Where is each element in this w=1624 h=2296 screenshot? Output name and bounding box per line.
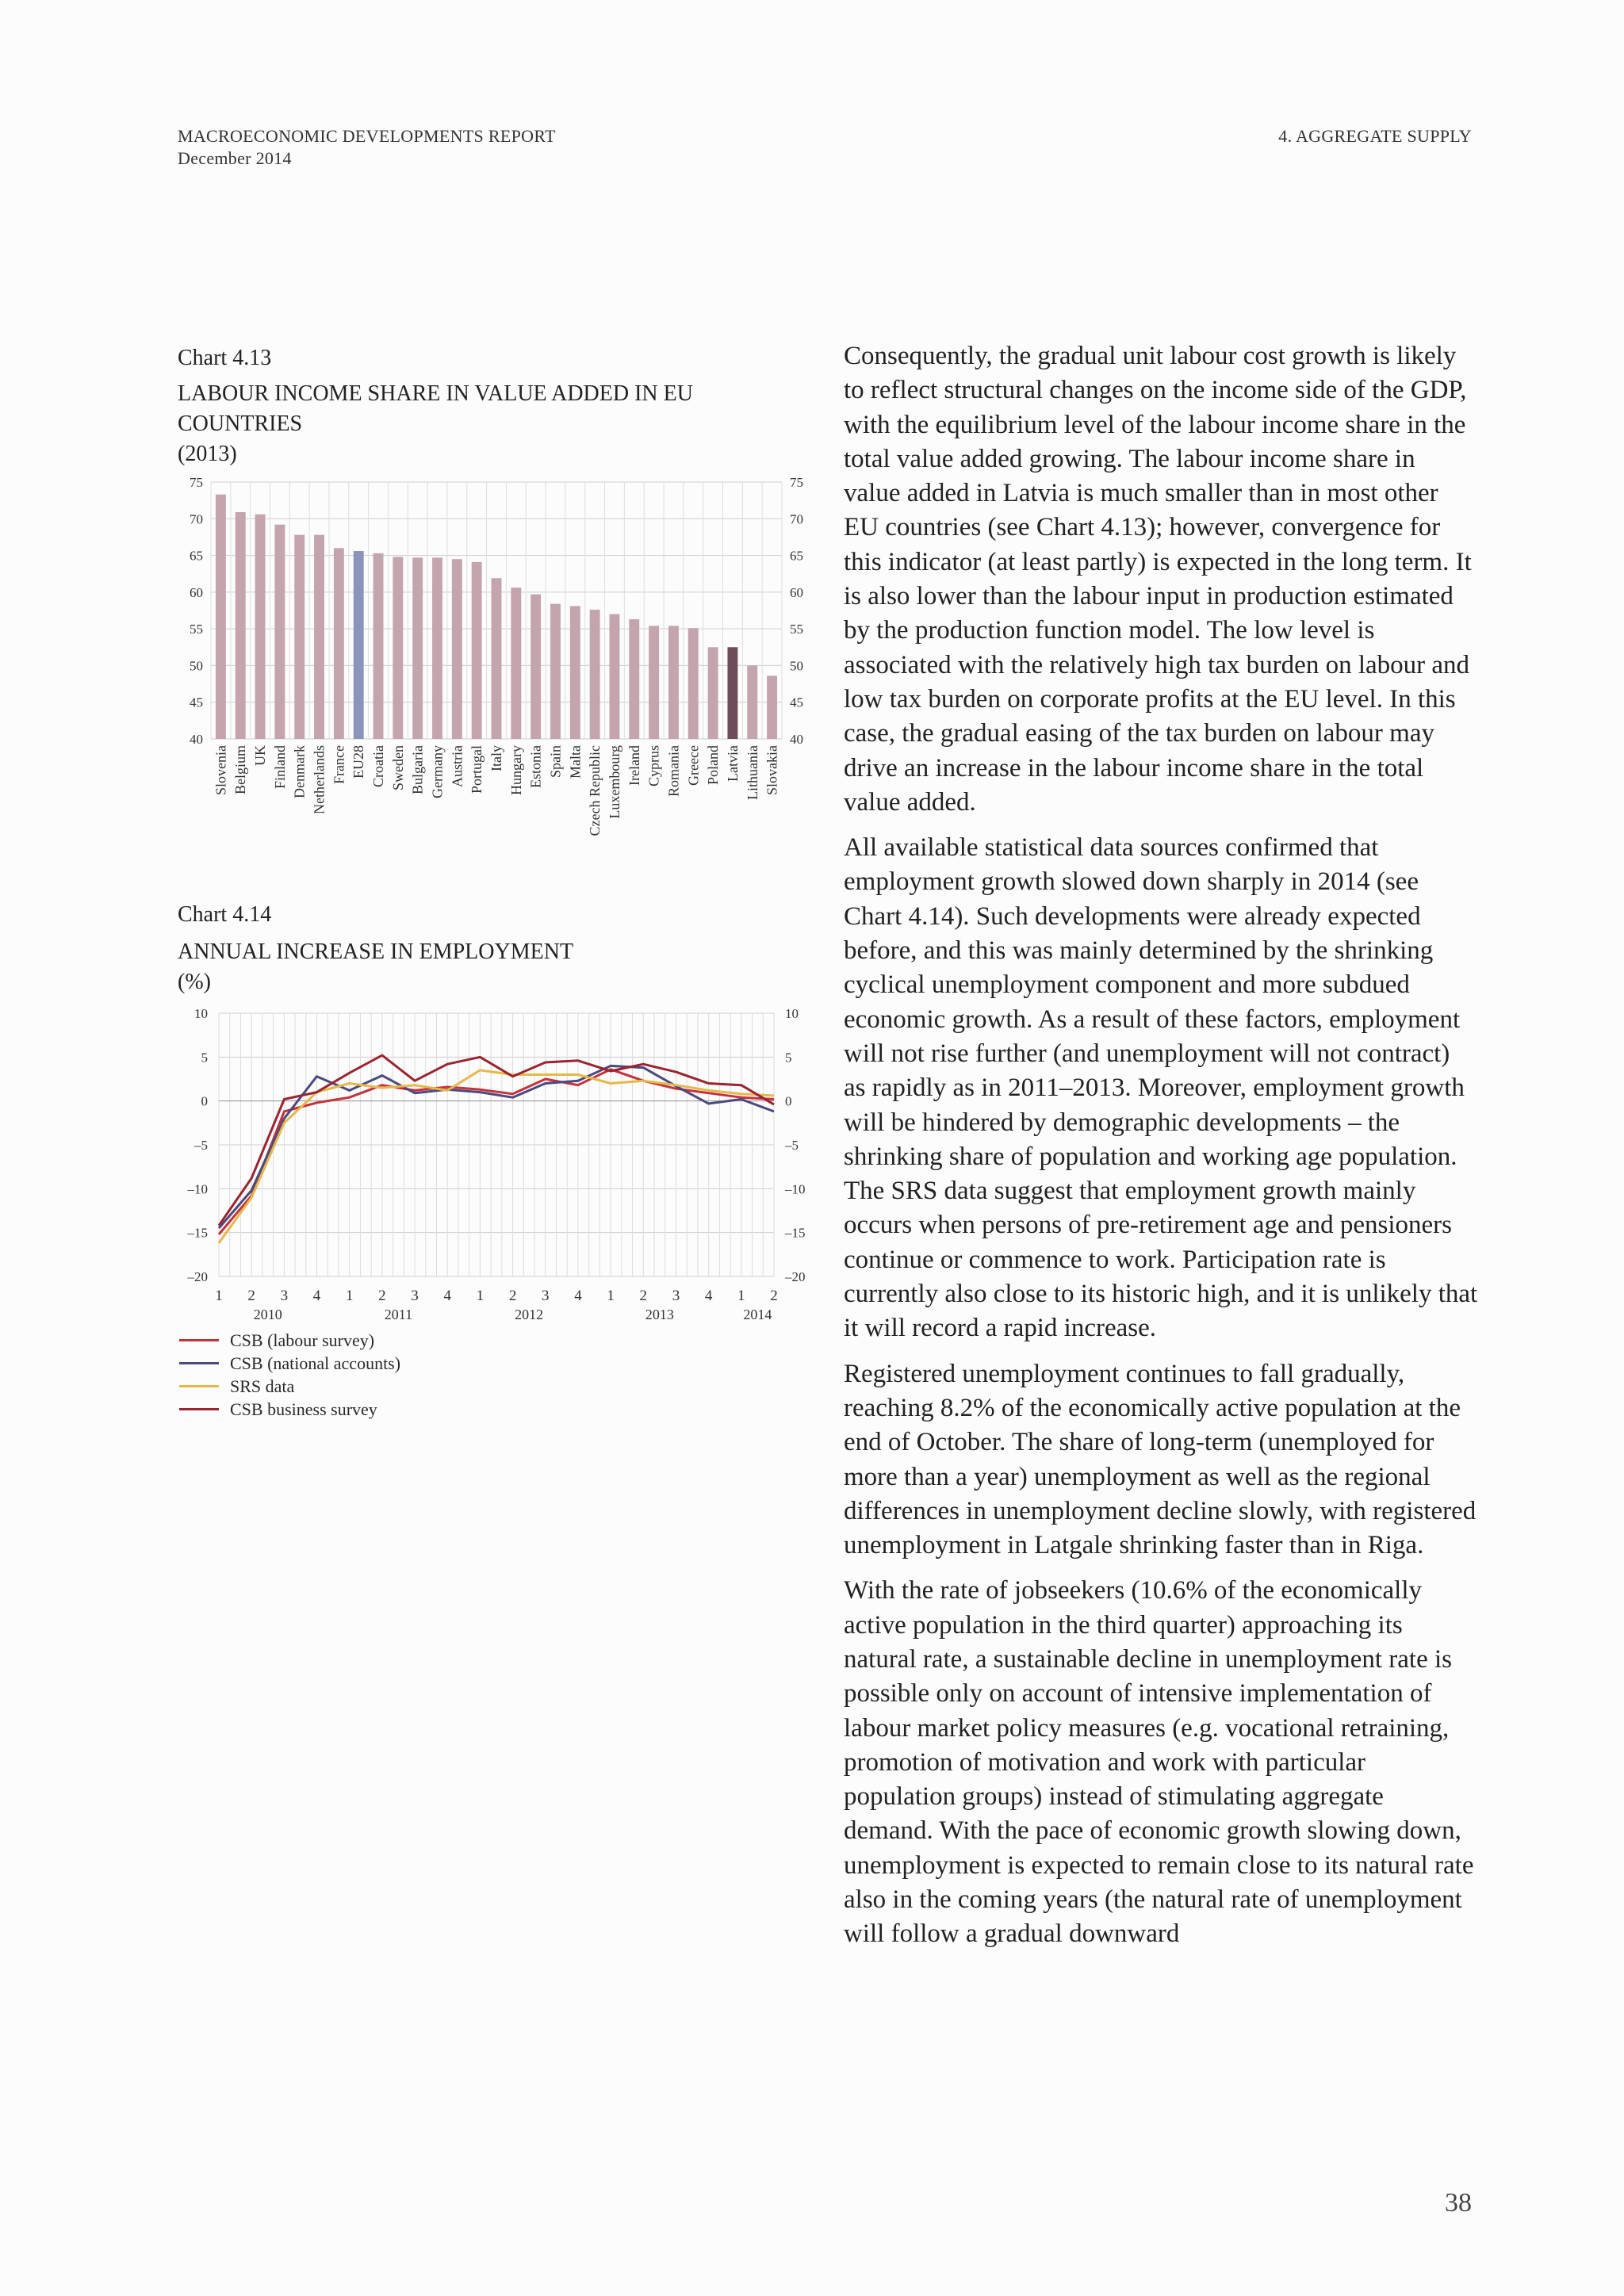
y-tick-right: 55 — [790, 622, 803, 637]
x-tick-year: 2010 — [253, 1307, 282, 1322]
y-tick-right: 60 — [790, 584, 803, 600]
x-tick-label: UK — [252, 745, 269, 766]
series-line — [219, 1055, 774, 1226]
y-tick-right: –20 — [785, 1269, 806, 1284]
y-tick-right: –5 — [785, 1138, 799, 1153]
x-tick-quarter: 2 — [508, 1288, 517, 1304]
report-title: MACROECONOMIC DEVELOPMENTS REPORT — [178, 126, 556, 146]
bar — [354, 551, 364, 739]
x-tick-year: 2013 — [645, 1307, 674, 1322]
y-tick-left: 40 — [190, 732, 203, 747]
y-tick-right: 65 — [790, 548, 803, 564]
y-tick-left: 45 — [190, 695, 203, 710]
y-tick-right: 40 — [790, 732, 803, 747]
legend-item — [179, 1375, 400, 1398]
x-tick-label: Romania — [665, 745, 682, 797]
x-tick-label: Cyprus — [645, 745, 662, 787]
chart-4-13-bar-chart — [174, 473, 809, 869]
y-tick-right: 75 — [790, 475, 803, 490]
legend-item — [179, 1329, 400, 1352]
body-paragraph: Consequently, the gradual unit labour cost growth is likely to reflect structural changes on the income side of the GDP, with the equilibrium level of the labour income share in the total value added growing. The labour income share in value added in Latvia is much smaller than in most other EU countries (see Chart 4.13); however, convergence for this indicator (at least partly) is expected in the long term. It is also lower than the labour input in production estimated by the production function model. The low level is associated with the relatively high tax burden on labour and low tax burden on corporate profits at the EU level. In this case, the gradual easing of the tax burden on labour may drive an increase in the labour income share in the total value added. — [844, 342, 1472, 817]
y-tick-right: 50 — [790, 658, 803, 674]
bar — [373, 553, 384, 739]
legend-label: CSB (labour survey) — [230, 1330, 375, 1350]
x-tick-quarter: 3 — [411, 1288, 419, 1304]
y-tick-right: –15 — [785, 1225, 806, 1241]
x-tick-quarter: 1 — [345, 1288, 354, 1304]
x-tick-label: Bulgaria — [409, 745, 426, 794]
x-tick-quarter: 2 — [247, 1288, 255, 1304]
y-tick-right: 5 — [785, 1050, 792, 1066]
x-tick-label: Croatia — [370, 745, 387, 787]
x-tick-quarter: 4 — [574, 1288, 582, 1304]
bar — [767, 675, 777, 739]
bar — [570, 606, 580, 739]
x-tick-label: Germany — [429, 745, 446, 798]
running-header-left — [178, 125, 556, 170]
y-tick-left: –15 — [187, 1225, 208, 1241]
x-tick-label: Luxembourg — [606, 745, 622, 819]
bar — [432, 557, 442, 739]
bar — [747, 665, 757, 739]
bar — [334, 548, 344, 739]
x-tick-label: Italy — [488, 745, 504, 771]
legend-swatch-csb-business — [179, 1408, 219, 1410]
chart-4-14-subtitle: (%) — [178, 970, 211, 994]
report-date: December 2014 — [178, 148, 292, 168]
x-tick-label: Ireland — [626, 745, 642, 786]
y-tick-right: –10 — [785, 1181, 806, 1197]
x-tick-label: Poland — [705, 745, 722, 786]
x-tick-quarter: 3 — [542, 1288, 550, 1304]
y-tick-left: 5 — [201, 1050, 208, 1066]
chart-4-13-title — [178, 379, 812, 469]
x-tick-quarter: 1 — [737, 1288, 745, 1304]
y-tick-left: –5 — [194, 1138, 208, 1153]
bar — [649, 626, 659, 739]
body-paragraph: Registered unemployment continues to fall gradually, reaching 8.2% of the economically active population at the end of October. The share of long-term (unemployed for more than a year) unemployment as well as the regional differences in unemployment decline slowly, with registered unemployment in Latgale shrinking faster than in Riga. — [844, 1359, 1477, 1560]
x-tick-label: Netherlands — [311, 745, 327, 814]
y-tick-left: 65 — [190, 548, 203, 564]
bar — [393, 557, 403, 739]
bar — [274, 525, 285, 739]
x-tick-quarter: 4 — [704, 1288, 713, 1304]
x-tick-label: Latvia — [724, 745, 741, 782]
bar — [530, 595, 541, 739]
body-text-column — [844, 339, 1478, 1963]
x-tick-label: Slovenia — [213, 745, 229, 795]
bar — [294, 535, 304, 739]
y-tick-left: –20 — [187, 1269, 208, 1284]
bar — [727, 647, 737, 739]
section-title: 4. AGGREGATE SUPPLY — [1278, 126, 1472, 146]
y-tick-left: –10 — [187, 1181, 208, 1197]
y-tick-left: 55 — [190, 622, 203, 637]
x-tick-label: France — [331, 745, 347, 784]
y-tick-right: 70 — [790, 511, 803, 527]
legend-swatch-csb-national — [179, 1362, 219, 1364]
bar — [668, 626, 679, 739]
bar — [590, 610, 600, 739]
chart-4-14-legend — [179, 1329, 400, 1421]
y-tick-left: 75 — [190, 475, 203, 490]
x-tick-label: Austria — [449, 745, 465, 787]
x-tick-label: Lithuania — [744, 745, 760, 800]
x-tick-quarter: 3 — [280, 1288, 289, 1304]
bar — [236, 512, 246, 739]
x-tick-label: Sweden — [389, 745, 406, 790]
x-tick-quarter: 3 — [672, 1288, 680, 1304]
chart-4-13-label: Chart 4.13 — [178, 346, 272, 370]
y-tick-right: 10 — [785, 1006, 799, 1021]
bar — [629, 619, 639, 739]
bar — [314, 535, 324, 739]
y-tick-right: 0 — [785, 1093, 792, 1109]
y-tick-left: 10 — [194, 1006, 208, 1021]
chart-4-13-title-text: LABOUR INCOME SHARE IN VALUE ADDED IN EU COUNTRIES — [178, 381, 693, 436]
legend-swatch-csb-labour — [179, 1339, 219, 1341]
bar — [452, 559, 462, 739]
x-tick-quarter: 4 — [443, 1288, 451, 1304]
body-paragraph: With the rate of jobseekers (10.6% of the economically active population in the third quarter) approaching its natural rate, a sustainable decline in unemployment rate is possible only on account of intensive implementation of labour market policy measures (e.g. vocational retraining, promotion of motivation and work with particular population groups) instead of stimulating aggregate demand. With the pace of economic growth slowing down, unemployment is expected to remain close to its natural rate also in the coming years (the natural rate of unemployment will follow a gradual downward — [844, 1576, 1474, 1949]
x-tick-label: Belgium — [232, 745, 249, 794]
y-tick-left: 0 — [201, 1093, 208, 1109]
chart-4-14-title — [178, 937, 812, 997]
x-tick-quarter: 4 — [312, 1288, 321, 1304]
chart-4-14-line-chart — [174, 1001, 809, 1326]
x-tick-year: 2011 — [384, 1307, 413, 1322]
legend-label: CSB business survey — [230, 1399, 377, 1419]
legend-label: SRS data — [230, 1376, 295, 1396]
x-tick-label: Portugal — [469, 745, 485, 794]
x-tick-label: Malta — [567, 745, 584, 779]
body-paragraph: All available statistical data sources confirmed that employment growth slowed down sharply in 2014 (see Chart 4.14). Such developments were already expected before, and this was mainly determined by the shrinking cyclical unemployment component and more subdued economic growth. As a result of these factors, employment will not rise further (and unemployment will not contract) as rapidly as in 2011–2013. Moreover, employment growth will be hindered by demographic developments – the shrinking share of population and working age population. The SRS data suggest that employment growth mainly occurs when persons of pre-retirement age and pensioners continue or commence to work. Participation rate is currently also close to its historic high, and it is unlikely that it will record a rapid increase. — [844, 833, 1478, 1343]
bar — [688, 628, 699, 739]
x-tick-label: EU28 — [350, 745, 367, 779]
x-tick-quarter: 2 — [639, 1288, 648, 1304]
x-tick-year: 2012 — [515, 1307, 544, 1322]
bar — [255, 515, 266, 739]
x-tick-label: Hungary — [508, 745, 524, 795]
chart-4-13-subtitle: (2013) — [178, 442, 237, 466]
legend-item — [179, 1398, 400, 1421]
x-tick-year: 2014 — [743, 1307, 772, 1322]
bar — [492, 578, 502, 739]
legend-label: CSB (national accounts) — [230, 1353, 401, 1373]
x-tick-label: Finland — [271, 745, 288, 790]
bar — [610, 614, 620, 739]
chart-4-14-title-text: ANNUAL INCREASE IN EMPLOYMENT — [178, 939, 574, 964]
bar — [550, 604, 561, 739]
bar — [708, 647, 718, 739]
page-number: 38 — [1445, 2188, 1472, 2218]
y-tick-right: 45 — [790, 695, 803, 710]
y-tick-left: 70 — [190, 511, 203, 527]
x-tick-label: Slovakia — [764, 745, 780, 795]
chart-4-14-label: Chart 4.14 — [178, 902, 272, 927]
x-tick-quarter: 1 — [215, 1288, 223, 1304]
x-tick-quarter: 1 — [476, 1288, 485, 1304]
x-tick-label: Denmark — [291, 745, 308, 798]
x-tick-quarter: 2 — [378, 1288, 386, 1304]
x-tick-label: Estonia — [527, 745, 544, 788]
bar — [511, 587, 521, 739]
bar — [216, 495, 226, 739]
bar — [412, 557, 423, 739]
legend-item — [179, 1352, 400, 1375]
legend-swatch-srs — [179, 1385, 219, 1387]
x-tick-quarter: 2 — [770, 1288, 778, 1304]
y-tick-left: 50 — [190, 658, 203, 674]
x-tick-label: Spain — [547, 745, 564, 779]
x-tick-label: Czech Republic — [587, 745, 603, 836]
bar — [472, 562, 482, 739]
y-tick-left: 60 — [190, 584, 203, 600]
x-tick-label: Greece — [685, 745, 702, 786]
x-tick-quarter: 1 — [607, 1288, 615, 1304]
